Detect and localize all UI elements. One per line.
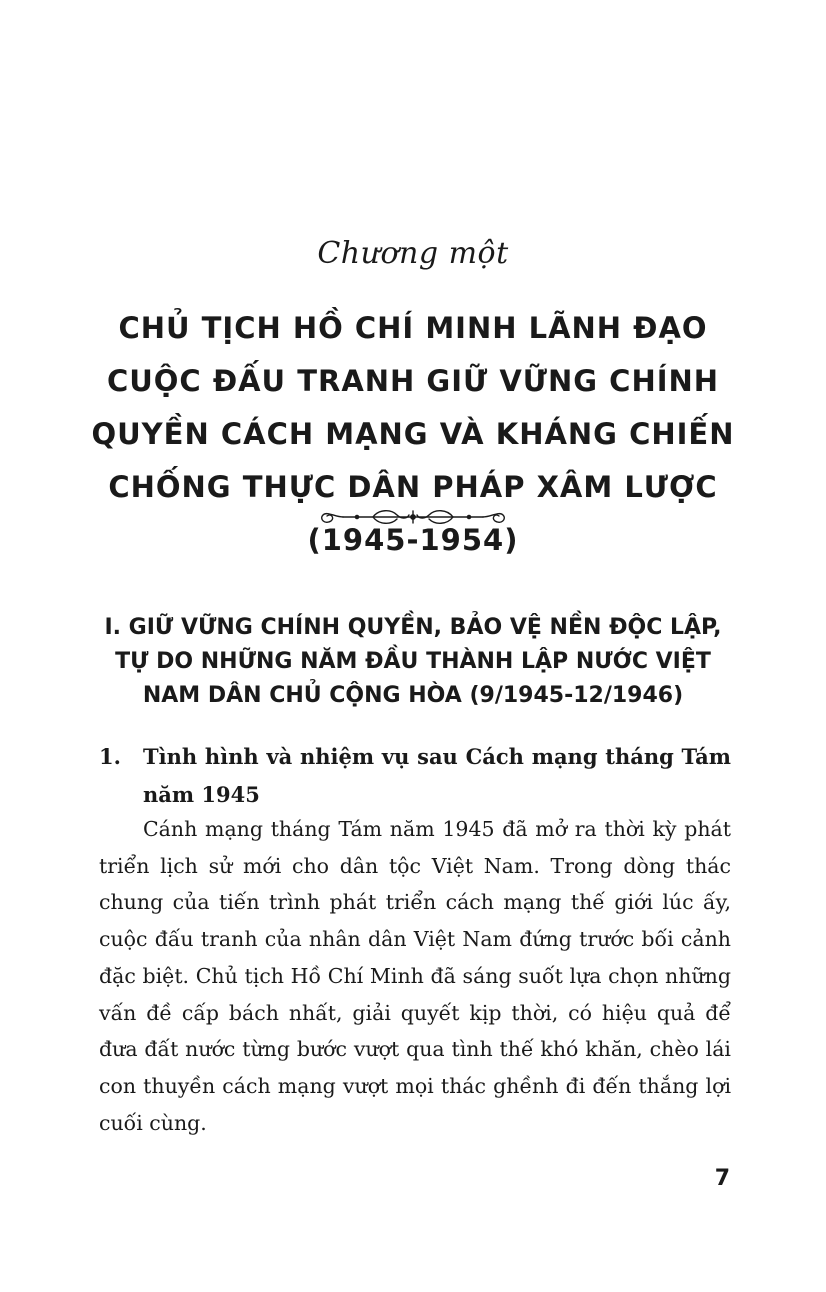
- subsection-heading: [99, 738, 731, 814]
- page-number: 7: [714, 1166, 730, 1191]
- body-paragraph: Cánh mạng tháng Tám năm 1945 đã mở ra thời kỳ phát triển lịch sử mới cho dân tộc Việt Nam. Trong dòng thác chung của tiến trình phát triển cách mạng thế giới lúc ấy, cuộc đấu tranh của nhân dân Việt Nam đứng trước bối cảnh đặc biệt. Chủ tịch Hồ Chí Minh đã sáng suốt lựa chọn những vấn đề cấp bách nhất, giải quyết kịp thời, có hiệu quả để đưa đất nước từng bước vượt qua tình thế khó khăn, chèo lái con thuyền cách mạng vượt mọi thác ghềnh đi đến thắng lợi cuối cùng.: [99, 817, 731, 1135]
- section-heading: I. GIỮ VỮNG CHÍNH QUYỀN, BẢO VỆ NỀN ĐỘC LẬP, TỰ DO NHỮNG NĂM ĐẦU THÀNH LẬP NƯỚC VIỆT NAM DÂN CHỦ CỘNG HÒA (9/1945-12/1946): [104, 615, 722, 708]
- subsection-title: Tình hình và nhiệm vụ sau Cách mạng tháng Tám năm 1945: [143, 744, 731, 807]
- subsection-number: 1.: [99, 744, 121, 769]
- chapter-title: CHỦ TỊCH HỒ CHÍ MINH LÃNH ĐẠO CUỘC ĐẤU TRANH GIỮ VỮNG CHÍNH QUYỀN CÁCH MẠNG VÀ KHÁNG CHIẾN CHỐNG THỰC DÂN PHÁP XÂM LƯỢC (1945-1954): [91, 311, 735, 557]
- decorative-scroll-divider-icon: [313, 501, 513, 533]
- chapter-label: Chương một: [317, 236, 509, 271]
